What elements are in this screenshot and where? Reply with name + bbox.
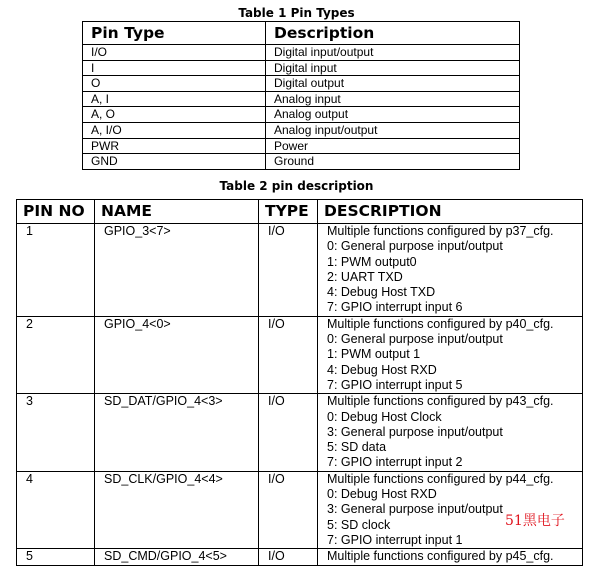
description-line: 0: General purpose input/output — [327, 239, 503, 254]
pin-name-cell — [95, 471, 259, 548]
description-cell: Analog input — [266, 91, 520, 107]
description-cell: Digital input — [266, 60, 520, 76]
description-line: 2: UART TXD — [327, 269, 403, 284]
description-line: 7: GPIO interrupt input 6 — [327, 300, 463, 315]
pin-no-cell — [17, 394, 95, 471]
header-pin-type: Pin Type — [83, 22, 266, 45]
pin-name-cell-text: GPIO_4<0> — [104, 316, 171, 331]
pin-no-cell — [17, 471, 95, 548]
description-line: 0: General purpose input/output — [327, 332, 503, 347]
description-cell — [318, 394, 583, 471]
description-line: 7: GPIO interrupt input 2 — [327, 455, 463, 470]
table-row — [83, 45, 520, 61]
pin-name-cell — [95, 224, 259, 317]
header-name: NAME — [95, 200, 259, 224]
pin-name-cell — [95, 394, 259, 471]
pin-type-cell: A, I — [83, 91, 266, 107]
pin-type-cell: I/O — [83, 45, 266, 61]
header-description: DESCRIPTION — [318, 200, 583, 224]
description-cell: Analog output — [266, 107, 520, 123]
table-row — [17, 316, 583, 393]
pin-name-cell-text: SD_CLK/GPIO_4<4> — [104, 471, 223, 486]
table-row — [17, 224, 583, 317]
pin-name-cell — [95, 549, 259, 565]
pin-no-cell-text: 2 — [26, 316, 33, 331]
table-row — [83, 60, 520, 76]
description-line: 3: General purpose input/output — [327, 502, 503, 517]
description-line: Multiple functions configured by p44_cfg. — [327, 471, 554, 486]
table1-caption: Table 1 Pin Types — [238, 6, 355, 20]
table-row — [83, 138, 520, 154]
pin-type-cell: PWR — [83, 138, 266, 154]
table-row — [83, 91, 520, 107]
table-row — [17, 471, 583, 548]
table-row — [83, 154, 520, 170]
description-cell — [318, 224, 583, 317]
pin-type-cell: GND — [83, 154, 266, 170]
description-line: 1: PWM output0 — [327, 254, 417, 269]
description-line: 5: SD clock — [327, 517, 391, 532]
pin-no-cell-text: 4 — [26, 471, 33, 486]
pin-type-cell — [259, 471, 318, 548]
header-description: Description — [266, 22, 520, 45]
description-line: 4: Debug Host RXD — [327, 362, 437, 377]
description-cell — [318, 549, 583, 565]
table-header-row — [83, 22, 520, 45]
table-row — [17, 549, 583, 565]
pin-type-cell-text: I/O — [268, 471, 285, 486]
description-line: 4: Debug Host TXD — [327, 285, 436, 300]
description-line: 3: General purpose input/output — [327, 424, 503, 439]
description-cell — [318, 316, 583, 393]
pin-name-cell-text: GPIO_3<7> — [104, 224, 171, 238]
pin-type-cell-text: I/O — [268, 224, 285, 238]
pin-name-cell-text: SD_CMD/GPIO_4<5> — [104, 549, 227, 564]
description-cell: Ground — [266, 154, 520, 170]
table-header-row — [17, 200, 583, 224]
pin-type-cell — [259, 224, 318, 317]
table-row — [17, 394, 583, 471]
description-line: Multiple functions configured by p40_cfg. — [327, 316, 554, 331]
table-row — [83, 122, 520, 138]
description-cell: Power — [266, 138, 520, 154]
pin-name-cell-text: SD_DAT/GPIO_4<3> — [104, 394, 223, 409]
description-line: Multiple functions configured by p37_cfg. — [327, 224, 554, 238]
table2-caption: Table 2 pin description — [219, 179, 374, 193]
pin-no-cell-text: 3 — [26, 394, 33, 409]
description-line: 5: SD data — [327, 440, 387, 455]
pin-no-cell — [17, 224, 95, 317]
description-line: 7: GPIO interrupt input 5 — [327, 377, 463, 392]
description-cell: Analog input/output — [266, 122, 520, 138]
description-line: 0: Debug Host RXD — [327, 487, 437, 502]
pin-no-cell-text: 5 — [26, 549, 33, 564]
pin-type-cell: A, I/O — [83, 122, 266, 138]
pin-type-cell: I — [83, 60, 266, 76]
pin-type-cell-text: I/O — [268, 394, 285, 409]
pin-no-cell — [17, 316, 95, 393]
pin-type-cell: O — [83, 76, 266, 92]
pin-types-table — [82, 21, 520, 170]
pin-name-cell — [95, 316, 259, 393]
description-cell: Digital input/output — [266, 45, 520, 61]
description-cell — [318, 471, 583, 548]
pin-type-cell-text: I/O — [268, 549, 285, 564]
description-cell: Digital output — [266, 76, 520, 92]
description-line: 7: GPIO interrupt input 1 — [327, 532, 463, 547]
pin-description-table — [16, 199, 583, 566]
table-row — [83, 76, 520, 92]
header-type: TYPE — [259, 200, 318, 224]
pin-no-cell-text: 1 — [26, 224, 33, 238]
header-pin-no: PIN NO — [17, 200, 95, 224]
pin-type-cell: A, O — [83, 107, 266, 123]
pin-no-cell — [17, 549, 95, 565]
description-line: 1: PWM output 1 — [327, 347, 421, 362]
pin-type-cell-text: I/O — [268, 316, 285, 331]
description-line: Multiple functions configured by p45_cfg. — [327, 549, 554, 564]
pin-type-cell — [259, 316, 318, 393]
pin-type-cell — [259, 549, 318, 565]
description-line: 0: Debug Host Clock — [327, 409, 442, 424]
description-line: Multiple functions configured by p43_cfg. — [327, 394, 554, 409]
table-row — [83, 107, 520, 123]
watermark-logo: 51黑电子 — [505, 513, 565, 529]
pin-type-cell — [259, 394, 318, 471]
